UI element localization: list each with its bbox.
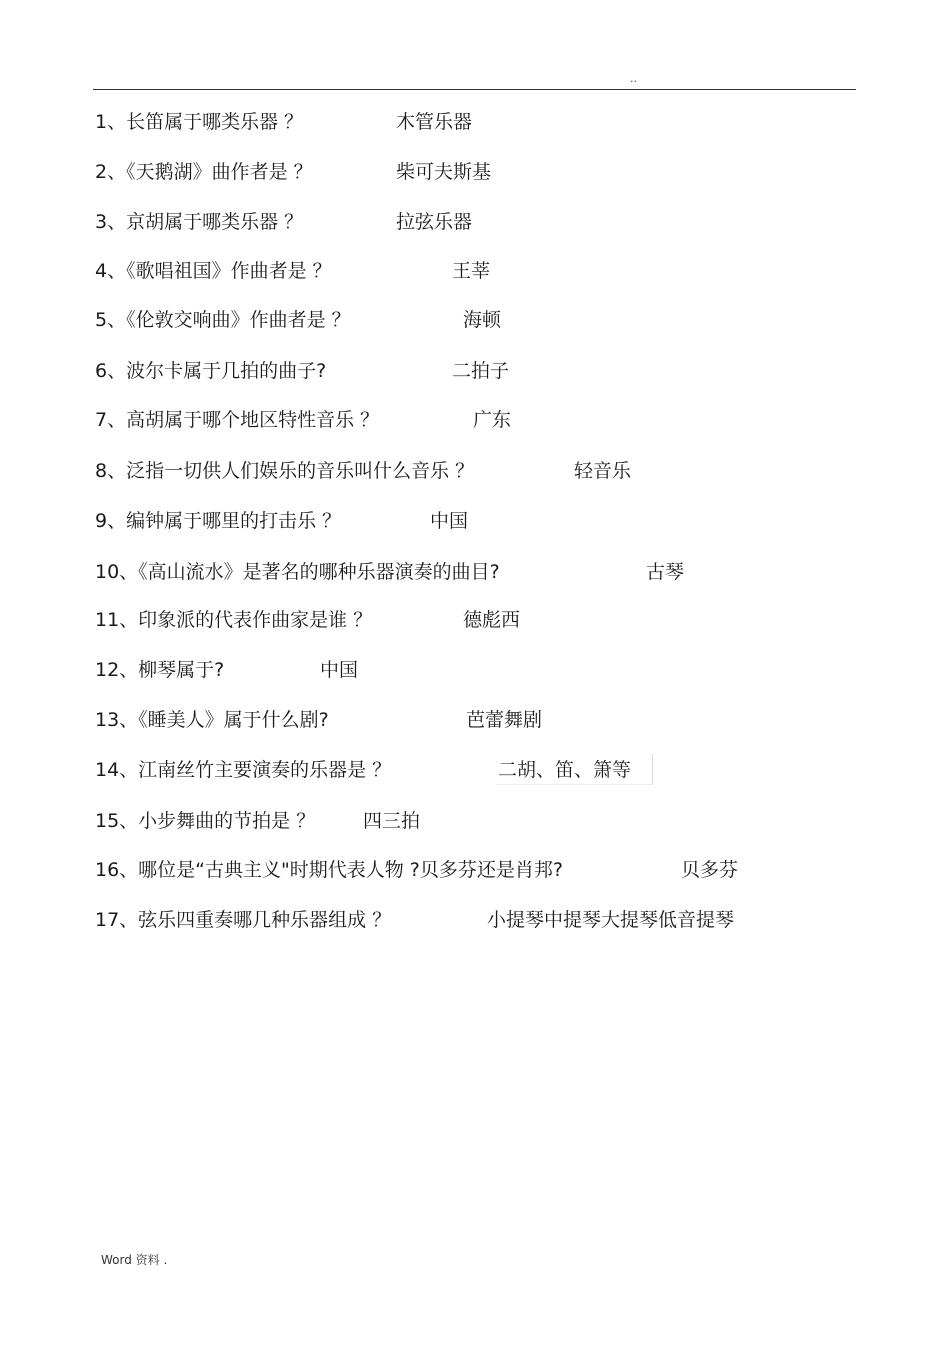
- header-dots: ..: [630, 72, 637, 85]
- question-text: 14、江南丝竹主要演奏的乐器是 ？: [95, 759, 392, 781]
- answer-text: 轻音乐: [574, 460, 632, 482]
- answer-text: 王莘: [452, 260, 491, 282]
- qa-item: [95, 806, 915, 836]
- answer-text: 二胡、笛、箫等: [498, 759, 632, 781]
- qa-item: [95, 107, 915, 137]
- qa-item: [95, 256, 915, 286]
- question-text: 7、高胡属于哪个地区特性音乐 ？: [95, 409, 380, 431]
- question-text: 11、印象派的代表作曲家是谁 ？: [95, 609, 373, 631]
- answer-text: 柴可夫斯基: [396, 161, 492, 183]
- question-text: 12、柳琴属于?: [95, 659, 225, 681]
- question-text: 2、《天鹅湖》曲作者是 ？: [95, 161, 313, 183]
- qa-item: [95, 506, 915, 536]
- answer-text: 小提琴中提琴大提琴低音提琴: [487, 909, 735, 931]
- qa-item: [95, 157, 915, 187]
- qa-item: [95, 905, 915, 935]
- qa-item: [95, 705, 915, 735]
- question-text: 4、《歌唱祖国》作曲者是 ？: [95, 260, 332, 282]
- answer-text: 古琴: [646, 561, 685, 583]
- question-text: 3、京胡属于哪类乐器 ？: [95, 211, 304, 233]
- answer-text: 木管乐器: [396, 111, 473, 133]
- answer-text: 拉弦乐器: [396, 211, 473, 233]
- question-text: 10、《高山流水》是著名的哪种乐器演奏的曲目?: [95, 561, 500, 583]
- question-text: 6、波尔卡属于几拍的曲子?: [95, 360, 327, 382]
- question-text: 16、哪位是“古典主义"时期代表人物 ?贝多芬还是肖邦?: [95, 859, 563, 881]
- answer-text: 芭蕾舞剧: [466, 709, 543, 731]
- qa-item: [95, 557, 915, 587]
- question-text: 17、弦乐四重奏哪几种乐器组成 ？: [95, 909, 392, 931]
- question-text: 1、长笛属于哪类乐器 ？: [95, 111, 304, 133]
- qa-item: [95, 207, 915, 237]
- answer-text: 四三拍: [363, 810, 421, 832]
- question-text: 8、泛指一切供人们娱乐的音乐叫什么音乐 ？: [95, 460, 475, 482]
- answer-text: 中国: [320, 659, 359, 681]
- question-text: 9、编钟属于哪里的打击乐 ？: [95, 510, 342, 532]
- qa-item: [95, 655, 915, 685]
- qa-item: [95, 305, 915, 335]
- footer-text: Word 资料 .: [101, 1253, 168, 1267]
- answer-text: 中国: [430, 510, 469, 532]
- question-text: 15、小步舞曲的节拍是 ？: [95, 810, 316, 832]
- qa-item: [95, 605, 915, 635]
- qa-item: [95, 405, 915, 435]
- qa-item: [95, 456, 915, 486]
- question-text: 5、《伦敦交响曲》作曲者是 ？: [95, 309, 351, 331]
- answer-text: 广东: [473, 409, 512, 431]
- answer-text: 贝多芬: [681, 859, 739, 881]
- answer-text: 德彪西: [463, 609, 521, 631]
- qa-item: [95, 356, 915, 386]
- answer-box-outline: [496, 754, 653, 785]
- question-text: 13、《睡美人》属于什么剧?: [95, 709, 329, 731]
- answer-text: 海顿: [463, 309, 502, 331]
- answer-text: 二拍子: [452, 360, 510, 382]
- qa-item: [95, 855, 915, 885]
